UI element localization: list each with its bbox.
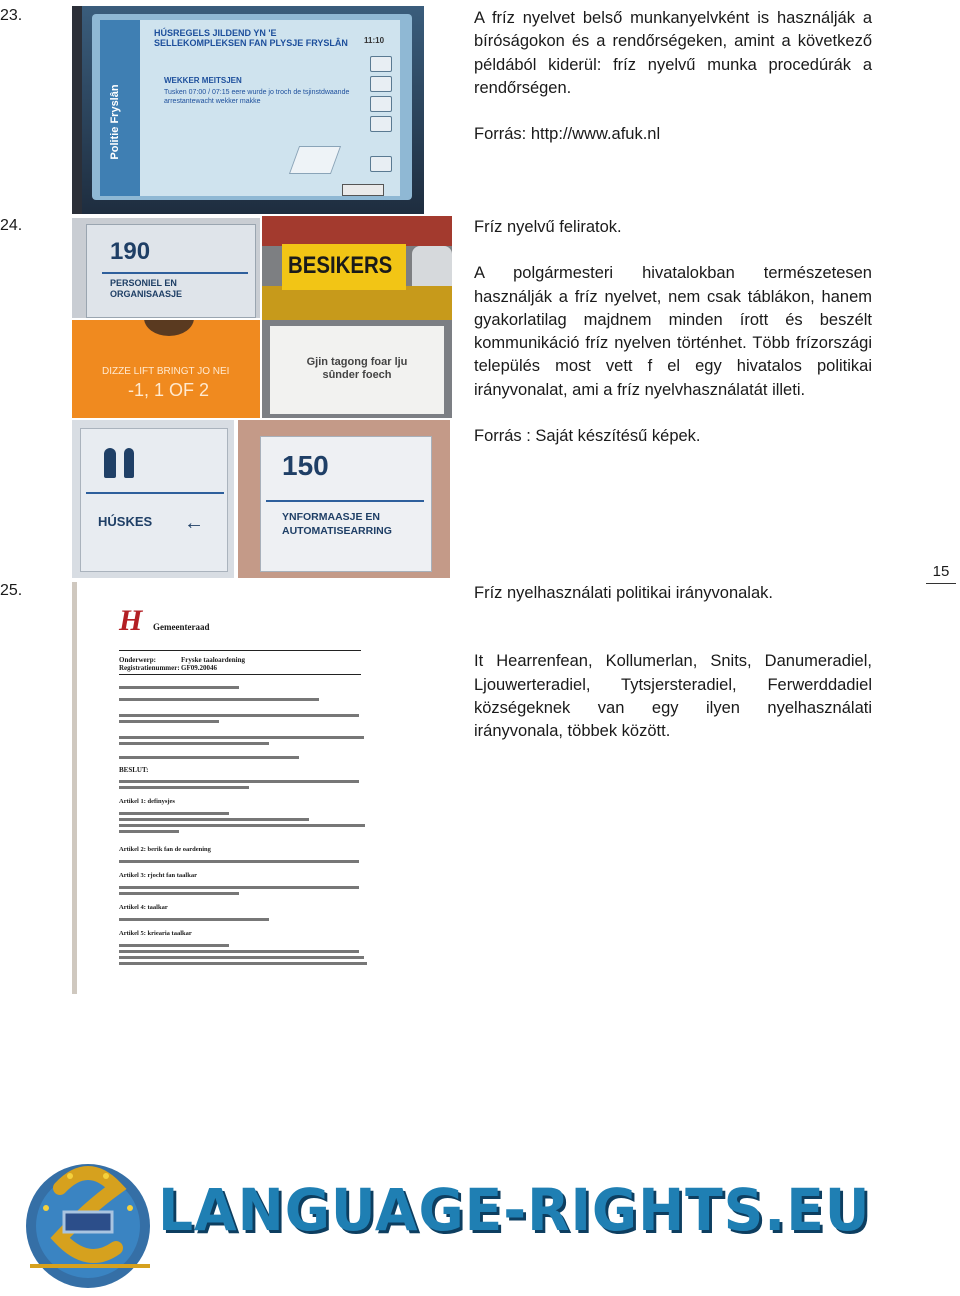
besikers-sign: BESIKERS — [288, 252, 393, 279]
policy-document-image — [72, 582, 377, 994]
besluit-label: BESLUT: — [119, 766, 149, 774]
reg-value: GF09.20046 — [181, 664, 217, 672]
article-heading: Artikel 5: kriearia taalkar — [119, 930, 192, 937]
toilet-icon — [104, 448, 116, 478]
room-number: 150 — [282, 450, 329, 481]
paragraph-heading: Fríz nyelvű feliratok. — [474, 218, 622, 236]
municipality-logo: H — [119, 604, 143, 637]
side-button[interactable] — [370, 96, 392, 112]
huskes-photo — [72, 420, 234, 578]
paragraph: It Hearrenfean, Kollumerlan, Snits, Danumeradiel, Ljouwerteradiel, Tytsjersteradiel, Ferwerddadiel községeknek van egy ilyen nyelhasználati irányvonala, többek között. — [474, 652, 872, 741]
paragraph: A polgármesteri hivatalokban természetesen használják a fríz nyelvet, nem csak táblákon, hanem gyakorlatilag majdnem minden írott és beszélt kommunikáció fríz nyelven történhet. Több frízországi település most vett f el egy hivatalos politikai irányvonalat, ami a fríz nyelvhasználatát illeti. — [474, 264, 872, 399]
side-button[interactable] — [370, 76, 392, 92]
article-heading: Artikel 4: taalkar — [119, 904, 168, 911]
lift-text: DIZZE LIFT BRINGT JO NEI — [102, 366, 230, 377]
section-number: 24. — [0, 217, 23, 234]
side-label: Politie Fryslân — [109, 84, 121, 160]
screen-time: 11:10 — [364, 36, 385, 45]
logo-text: LANGUAGE-RIGHTS.EU — [158, 1176, 871, 1244]
toilet-icon — [124, 448, 134, 478]
lift-sign-photo — [72, 320, 260, 418]
section-25-text — [474, 582, 872, 743]
article-heading: Artikel 1: definysjes — [119, 798, 175, 805]
huskes-label: HÚSKES — [98, 514, 153, 529]
page-number: 15 — [926, 563, 956, 584]
lift-floors: -1, 1 OF 2 — [128, 380, 210, 400]
section-24-text — [474, 216, 872, 448]
screen-heading: HÚSREGELS JILDEND YN 'E SELLEKOMPLEKSEN FAN PLYSJE FRYSLÂN — [154, 28, 348, 48]
notice-text: Gjin tagong foar lju sûnder foech — [306, 356, 408, 381]
police-screen-photo — [72, 6, 424, 214]
side-button[interactable] — [370, 56, 392, 72]
room-label: YNFORMAASJE EN AUTOMATISEARRING — [282, 511, 392, 537]
back-arrow-icon[interactable] — [342, 184, 384, 196]
source-line: Forrás : Saját készítésű képek. — [474, 427, 701, 446]
section-number: 25. — [0, 582, 23, 599]
notice-photo — [262, 320, 452, 418]
reg-label: Registratienummer: — [119, 664, 180, 672]
room-number: 190 — [110, 238, 151, 265]
subject-value: Fryske taaloardening — [181, 656, 245, 664]
besikers-photo — [262, 216, 452, 320]
section-23-text — [474, 7, 872, 146]
article-heading: Artikel 2: berik fan de oardening — [119, 846, 211, 853]
paragraph: A fríz nyelvet belső munkanyelvként is használják a bíróságokon és a rendőrségeken, amint a következő példából kiderül: fríz nyelvű munka procedúrák a rendőrségen. — [474, 9, 872, 97]
room-label: PERSONIEL EN ORGANISAASJE — [110, 278, 183, 299]
screen-item: WEKKER MEITSJEN — [164, 76, 242, 85]
language-rights-logo — [10, 1148, 900, 1288]
section-number: 23. — [0, 7, 23, 24]
side-button[interactable] — [370, 116, 392, 132]
sign-150-photo — [238, 420, 450, 578]
paragraph-heading: Fríz nyelhasználati politikai irányvonalak. — [474, 584, 773, 602]
subject-label: Onderwerp: — [119, 656, 156, 664]
side-button[interactable] — [370, 156, 392, 172]
arrow-left-icon: ← — [184, 512, 204, 534]
source-line: Forrás: http://www.afuk.nl — [474, 125, 661, 144]
article-heading: Artikel 3: rjocht fan taalkar — [119, 872, 197, 879]
screen-body: Tusken 07:00 / 07:15 eere wurde jo troch de tsjinstdwaande arrestantewacht wekker makke — [164, 89, 350, 105]
document-org: Gemeenteraad — [153, 622, 210, 632]
sign-190-photo — [72, 218, 260, 318]
